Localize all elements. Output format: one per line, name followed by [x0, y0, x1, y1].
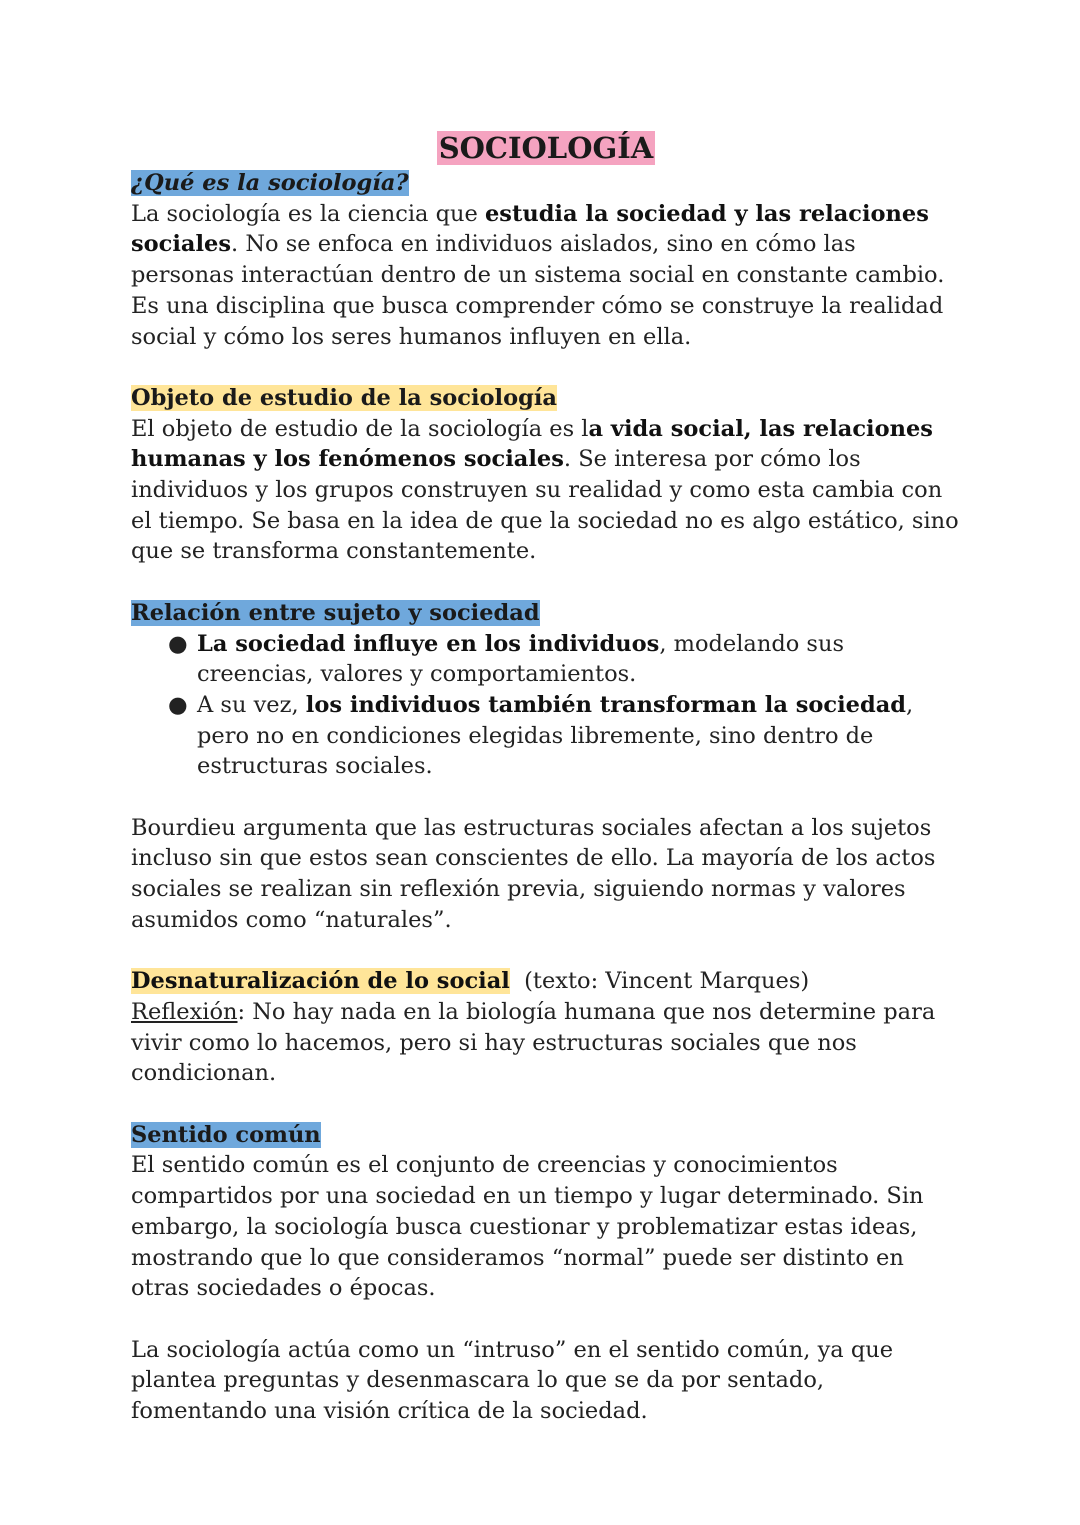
source-note: (texto: Vincent Marques) — [524, 968, 810, 995]
list-item — [164, 629, 961, 690]
list-item — [164, 690, 961, 782]
bold-run: La sociedad influye en los individuos — [197, 630, 660, 657]
bullet-list — [164, 629, 961, 783]
bold-run: a vida social, las relaciones humanas y los fenómenos sociales — [131, 415, 933, 473]
section-heading-objeto-text: Objeto de estudio de la sociología — [131, 384, 557, 411]
text-run: El objeto de estudio de la sociología es l — [131, 415, 589, 442]
spacer — [131, 1304, 961, 1335]
section-heading-desnaturalizacion-text: Desnaturalización de lo social — [131, 968, 510, 995]
paragraph-intruso: La sociología actúa como un “intruso” en el sentido común, ya que plantea preguntas y desenmascara lo que se da por sentado, fomentando una visión crítica de la sociedad. — [131, 1336, 894, 1425]
section-heading-sentido-comun-text: Sentido común — [131, 1121, 321, 1148]
page-title — [131, 128, 961, 168]
reflexion-label: Reflexión — [131, 998, 238, 1025]
section-heading-relacion — [131, 598, 961, 629]
page-title-text: SOCIOLOGÍA — [438, 131, 654, 165]
bold-run: los individuos también transforman la sociedad — [305, 691, 907, 718]
text-run: . Se interesa por cómo los individuos y los grupos construyen su realidad y como esta cambia con el tiempo. Se basa en la idea de que la sociedad no es algo estático, sino que se transforma constantemente. — [131, 446, 959, 565]
section-heading-relacion-text: Relación entre sujeto y sociedad — [131, 599, 540, 626]
spacer — [131, 782, 961, 813]
paragraph-reflexion — [131, 997, 961, 1089]
text-run: , modelando sus creencias, valores y comportamientos. — [197, 630, 845, 688]
paragraph-objeto — [131, 414, 961, 568]
bold-run: estudia la sociedad y las relaciones sociales — [131, 200, 929, 258]
spacer — [131, 352, 961, 383]
section-heading-desnaturalizacion — [131, 966, 961, 997]
bullet-icon: ● — [168, 691, 188, 718]
text-run: . No se enfoca en individuos aislados, sino en cómo las personas interactúan dentro de un sistema social en constante cambio. Es una disciplina que busca comprender cómo se construye la realidad social y cómo los seres humanos influyen en ella. — [131, 231, 945, 350]
section-heading-que-es — [131, 168, 961, 199]
section-heading-que-es-text: ¿Qué es la sociología? — [131, 170, 409, 196]
paragraph-sentido-comun: El sentido común es el conjunto de creencias y conocimientos compartidos por una sociedad en un tiempo y lugar determinado. Sin embargo, la sociología busca cuestionar y problematizar estas ideas, mostrando que lo que consideramos “normal” puede ser distinto en otras sociedades o épocas. — [131, 1152, 924, 1302]
spacer — [131, 1089, 961, 1120]
document-page — [131, 128, 961, 1427]
spacer — [131, 567, 961, 598]
paragraph-que-es — [131, 199, 961, 353]
text-run: A su vez, — [197, 691, 306, 718]
section-heading-sentido-comun — [131, 1120, 961, 1151]
section-heading-objeto — [131, 383, 961, 414]
text-run: , pero no en condiciones elegidas libremente, sino dentro de estructuras sociales. — [197, 691, 914, 780]
text-run: La sociología es la ciencia que — [131, 200, 485, 227]
spacer — [131, 936, 961, 967]
bullet-icon: ● — [168, 630, 188, 657]
paragraph-bourdieu: Bourdieu argumenta que las estructuras sociales afectan a los sujetos incluso sin que estos sean conscientes de ello. La mayoría de los actos sociales se realizan sin reflexión previa, siguiendo normas y valores asumidos como “naturales”. — [131, 814, 936, 933]
text-run: : No hay nada en la biología humana que nos determine para vivir como lo hacemos, pero si hay estructuras sociales que nos condicionan. — [131, 998, 936, 1087]
